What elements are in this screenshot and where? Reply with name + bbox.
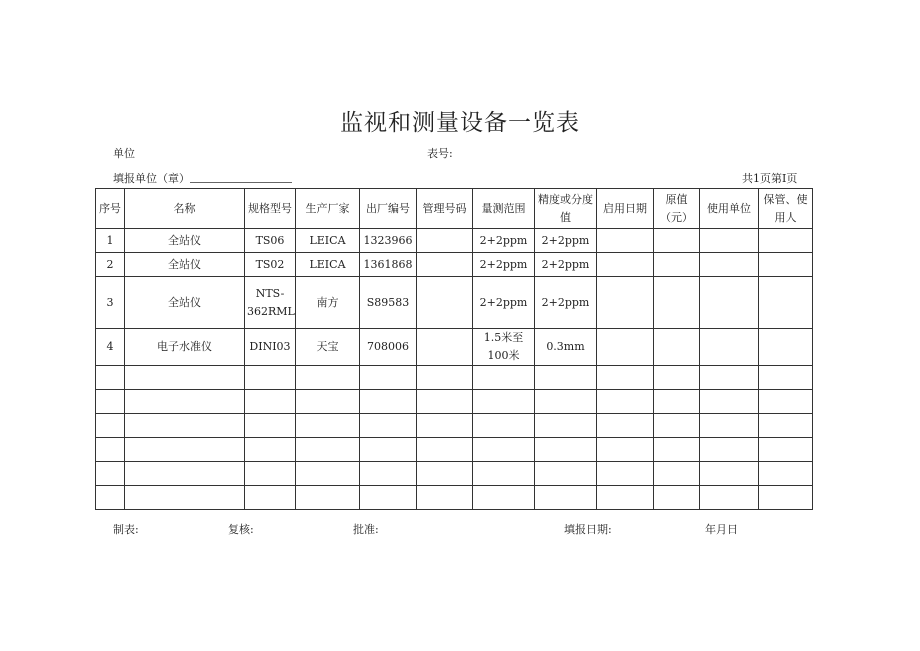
table-cell — [360, 462, 417, 486]
table-cell — [759, 390, 813, 414]
table-cell — [535, 390, 597, 414]
table-cell: 1323966 — [360, 229, 417, 253]
date-format-label: 年月日 — [705, 523, 738, 536]
table-cell — [700, 462, 759, 486]
page-info: 共1页第I页 — [742, 172, 798, 185]
table-cell — [417, 438, 473, 462]
table-cell: NTS-362RML — [245, 277, 296, 329]
table-cell — [654, 253, 700, 277]
table-cell — [700, 414, 759, 438]
table-row — [96, 229, 813, 253]
table-cell: 708006 — [360, 329, 417, 366]
column-header: 出厂编号 — [360, 189, 417, 229]
table-cell — [654, 414, 700, 438]
table-cell: LEICA — [296, 229, 360, 253]
column-header: 规格型号 — [245, 189, 296, 229]
made-by-label: 制表: — [113, 523, 139, 536]
table-cell — [759, 462, 813, 486]
table-cell — [296, 366, 360, 390]
table-row — [96, 277, 813, 329]
table-cell — [360, 486, 417, 510]
table-cell: 全站仪 — [125, 253, 245, 277]
table-cell — [535, 486, 597, 510]
table-cell: 天宝 — [296, 329, 360, 366]
table-cell — [125, 462, 245, 486]
table-cell — [654, 277, 700, 329]
table-cell — [417, 414, 473, 438]
filler-label: 填报单位（章） — [113, 172, 190, 185]
table-row — [96, 329, 813, 366]
table-row-empty — [96, 414, 813, 438]
table-cell — [654, 329, 700, 366]
table-cell — [296, 414, 360, 438]
table-cell — [245, 414, 296, 438]
table-cell — [700, 329, 759, 366]
table-cell: DINI03 — [245, 329, 296, 366]
table-cell — [360, 390, 417, 414]
column-header: 序号 — [96, 189, 125, 229]
table-cell — [700, 366, 759, 390]
table-row-empty — [96, 390, 813, 414]
table-cell — [96, 462, 125, 486]
fill-date-label: 填报日期: — [564, 523, 612, 536]
table-cell — [360, 414, 417, 438]
table-cell — [296, 438, 360, 462]
table-cell — [597, 229, 654, 253]
table-cell — [417, 390, 473, 414]
table-cell: 2+2ppm — [535, 253, 597, 277]
table-cell: 电子水准仪 — [125, 329, 245, 366]
table-cell — [417, 329, 473, 366]
table-cell — [296, 486, 360, 510]
table-cell: 1361868 — [360, 253, 417, 277]
table-row-empty — [96, 462, 813, 486]
table-cell — [759, 438, 813, 462]
table-cell: 2+2ppm — [535, 229, 597, 253]
table-cell — [700, 438, 759, 462]
table-cell — [245, 438, 296, 462]
table-cell — [96, 366, 125, 390]
table-cell — [597, 414, 654, 438]
table-cell — [296, 390, 360, 414]
table-cell — [473, 414, 535, 438]
table-cell — [96, 438, 125, 462]
table-cell — [759, 229, 813, 253]
table-cell — [759, 414, 813, 438]
table-cell — [125, 366, 245, 390]
table-cell: 南方 — [296, 277, 360, 329]
table-cell — [700, 486, 759, 510]
equipment-table — [95, 188, 813, 510]
table-row-empty — [96, 366, 813, 390]
table-cell — [535, 438, 597, 462]
table-cell: 4 — [96, 329, 125, 366]
table-cell — [759, 486, 813, 510]
table-cell — [417, 462, 473, 486]
table-cell — [125, 390, 245, 414]
filler-blank-line — [190, 181, 292, 183]
column-header: 量测范围 — [473, 189, 535, 229]
table-cell — [245, 390, 296, 414]
table-cell — [417, 486, 473, 510]
table-cell — [700, 253, 759, 277]
table-cell: 3 — [96, 277, 125, 329]
table-cell — [417, 277, 473, 329]
column-header: 精度或分度值 — [535, 189, 597, 229]
table-cell — [759, 366, 813, 390]
table-cell — [245, 366, 296, 390]
table-cell — [473, 390, 535, 414]
table-cell — [700, 229, 759, 253]
table-cell — [597, 329, 654, 366]
table-cell — [535, 366, 597, 390]
table-cell — [473, 462, 535, 486]
approved-by-label: 批准: — [353, 523, 379, 536]
page-title: 监视和测量设备一览表 — [340, 110, 580, 136]
table-cell — [473, 438, 535, 462]
column-header: 启用日期 — [597, 189, 654, 229]
table-cell — [245, 486, 296, 510]
table-cell — [597, 486, 654, 510]
table-cell: 2+2ppm — [473, 277, 535, 329]
table-cell — [700, 390, 759, 414]
table-cell — [535, 414, 597, 438]
table-cell — [473, 486, 535, 510]
table-cell: TS02 — [245, 253, 296, 277]
table-cell — [296, 462, 360, 486]
table-cell — [759, 329, 813, 366]
table-cell — [125, 438, 245, 462]
table-cell — [96, 390, 125, 414]
table-cell: 2 — [96, 253, 125, 277]
table-cell: 0.3mm — [535, 329, 597, 366]
table-row-empty — [96, 486, 813, 510]
table-cell: 2+2ppm — [535, 277, 597, 329]
table-cell: 1.5米至100米 — [473, 329, 535, 366]
table-cell — [125, 486, 245, 510]
table-cell — [245, 462, 296, 486]
table-cell: 全站仪 — [125, 277, 245, 329]
column-header: 名称 — [125, 189, 245, 229]
table-cell — [700, 277, 759, 329]
table-cell — [360, 438, 417, 462]
table-cell: 2+2ppm — [473, 229, 535, 253]
table-cell — [417, 229, 473, 253]
table-cell — [473, 366, 535, 390]
table-cell — [125, 414, 245, 438]
table-cell: LEICA — [296, 253, 360, 277]
column-header: 保管、使用人 — [759, 189, 813, 229]
table-row-empty — [96, 438, 813, 462]
table-cell — [759, 277, 813, 329]
table-cell — [535, 462, 597, 486]
table-cell — [360, 366, 417, 390]
table-cell — [654, 462, 700, 486]
table-cell — [654, 229, 700, 253]
table-cell: 全站仪 — [125, 229, 245, 253]
form-no-label: 表号: — [427, 147, 453, 160]
table-cell — [759, 253, 813, 277]
table-header-row — [96, 189, 813, 229]
table-cell — [654, 486, 700, 510]
table-cell — [96, 486, 125, 510]
column-header: 管理号码 — [417, 189, 473, 229]
table-cell — [96, 414, 125, 438]
reviewed-by-label: 复核: — [228, 523, 254, 536]
table-cell — [417, 366, 473, 390]
column-header: 原值（元） — [654, 189, 700, 229]
unit-label: 单位 — [113, 147, 135, 160]
table-cell — [654, 366, 700, 390]
table-cell — [597, 390, 654, 414]
table-cell: TS06 — [245, 229, 296, 253]
table-cell: S89583 — [360, 277, 417, 329]
column-header: 生产厂家 — [296, 189, 360, 229]
table-cell — [597, 366, 654, 390]
column-header: 使用单位 — [700, 189, 759, 229]
table-cell: 1 — [96, 229, 125, 253]
table-cell — [597, 438, 654, 462]
table-cell — [597, 462, 654, 486]
table-cell — [417, 253, 473, 277]
table-cell — [597, 277, 654, 329]
table-row — [96, 253, 813, 277]
table-cell — [654, 438, 700, 462]
table-cell — [597, 253, 654, 277]
table-cell: 2+2ppm — [473, 253, 535, 277]
table-cell — [654, 390, 700, 414]
